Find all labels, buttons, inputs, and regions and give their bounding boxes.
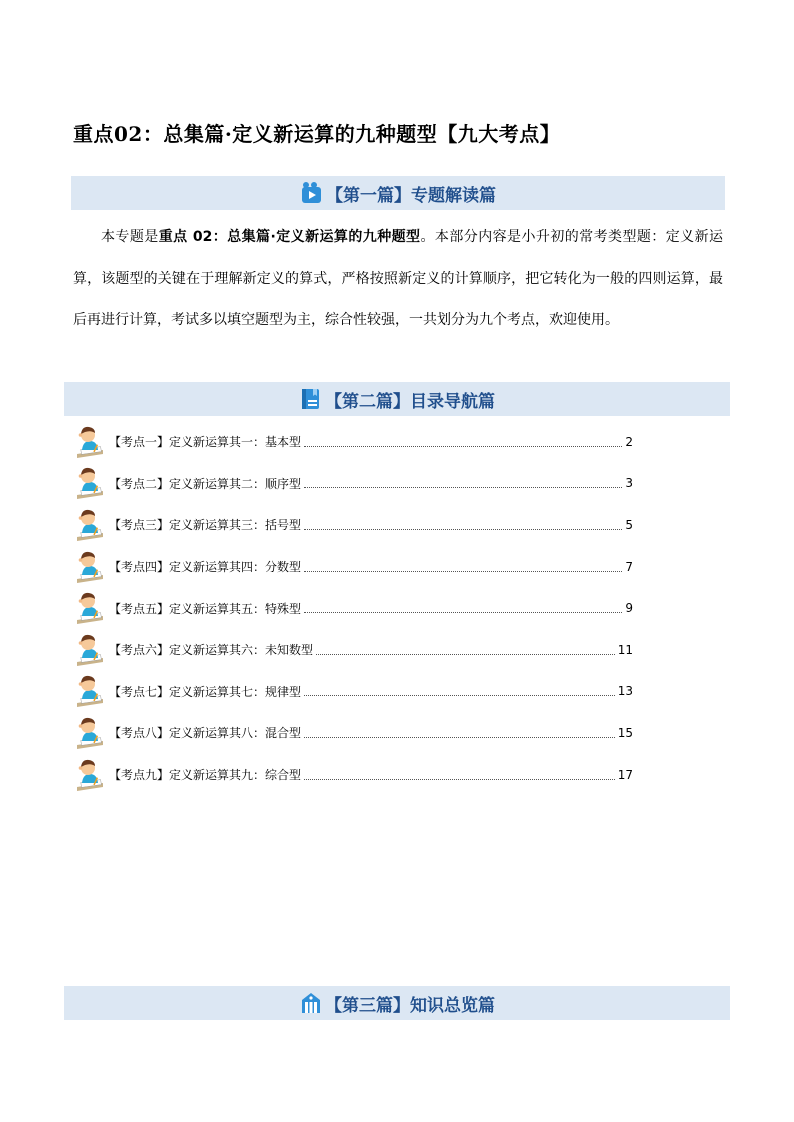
student-writing-icon [73,507,107,543]
intro-prefix: 本专题是 [101,229,159,245]
student-writing-icon [73,673,107,709]
section-band-3 [64,986,730,1020]
toc-list [73,421,633,795]
book-icon [299,387,323,411]
section-title-3: 【第三篇】知识总览篇 [325,995,495,1016]
section-title-2: 【第二篇】目录导航篇 [325,391,495,412]
toc-dot-leader [304,528,622,530]
section-band-2 [64,382,730,416]
student-writing-icon [73,715,107,751]
toc-dot-leader [304,570,622,572]
student-writing-icon [73,465,107,501]
toc-item-label[interactable]: 【考点三】定义新运算其三：括号型 [109,518,302,533]
toc-page-number: 2 [625,434,633,449]
toc-dot-leader [304,778,615,780]
toc-dot-leader [304,736,615,738]
intro-suffix: 。本部分内容是小升初的常考类型题：定义新运算，该题型的关键在于理解新定义的算式，严格按照新定义的计算顺序，把它转化为一般的四则运算，最后再进行计算，考试多以填空题型为主，综合性较强，一共划分为九个考点，欢迎使用。 [73,229,724,328]
toc-page-number: 9 [625,601,633,616]
toc-item[interactable] [73,712,633,754]
page-title: 重点02：总集篇·定义新运算的九种题型【九大考点】 [73,122,561,146]
section-title-1: 【第一篇】专题解读篇 [326,185,496,206]
student-writing-icon [73,757,107,793]
toc-item[interactable] [73,754,633,796]
intro-bold: 重点 02：总集篇·定义新运算的九种题型 [158,229,421,245]
toc-page-number: 17 [617,767,633,782]
toc-item[interactable] [73,546,633,588]
toc-item-label[interactable]: 【考点二】定义新运算其二：顺序型 [109,476,302,491]
toc-item[interactable] [73,629,633,671]
toc-item[interactable] [73,421,633,463]
toc-dot-leader [304,486,622,488]
video-icon [300,181,324,205]
toc-item-label[interactable]: 【考点八】定义新运算其八：混合型 [109,726,302,741]
toc-page-number: 13 [617,684,633,699]
toc-item[interactable] [73,587,633,629]
toc-page-number: 11 [617,642,633,657]
student-writing-icon [73,632,107,668]
toc-item[interactable] [73,463,633,505]
toc-page-number: 3 [625,476,633,491]
toc-item[interactable] [73,671,633,713]
toc-item[interactable] [73,504,633,546]
toc-page-number: 7 [625,559,633,574]
toc-item-label[interactable]: 【考点六】定义新运算其六：未知数型 [109,643,314,658]
toc-page-number: 5 [625,517,633,532]
toc-item-label[interactable]: 【考点九】定义新运算其九：综合型 [109,768,302,783]
toc-dot-leader [316,653,615,655]
toc-page-number: 15 [617,725,633,740]
intro-paragraph [73,217,723,342]
section-band-1 [71,176,725,210]
toc-item-label[interactable]: 【考点一】定义新运算其一：基本型 [109,435,302,450]
student-writing-icon [73,590,107,626]
toc-item-label[interactable]: 【考点五】定义新运算其五：特殊型 [109,601,302,616]
building-icon [299,991,323,1015]
toc-dot-leader [304,611,622,613]
student-writing-icon [73,424,107,460]
toc-dot-leader [304,694,615,696]
toc-item-label[interactable]: 【考点四】定义新运算其四：分数型 [109,560,302,575]
toc-item-label[interactable]: 【考点七】定义新运算其七：规律型 [109,684,302,699]
student-writing-icon [73,549,107,585]
toc-dot-leader [304,445,622,447]
